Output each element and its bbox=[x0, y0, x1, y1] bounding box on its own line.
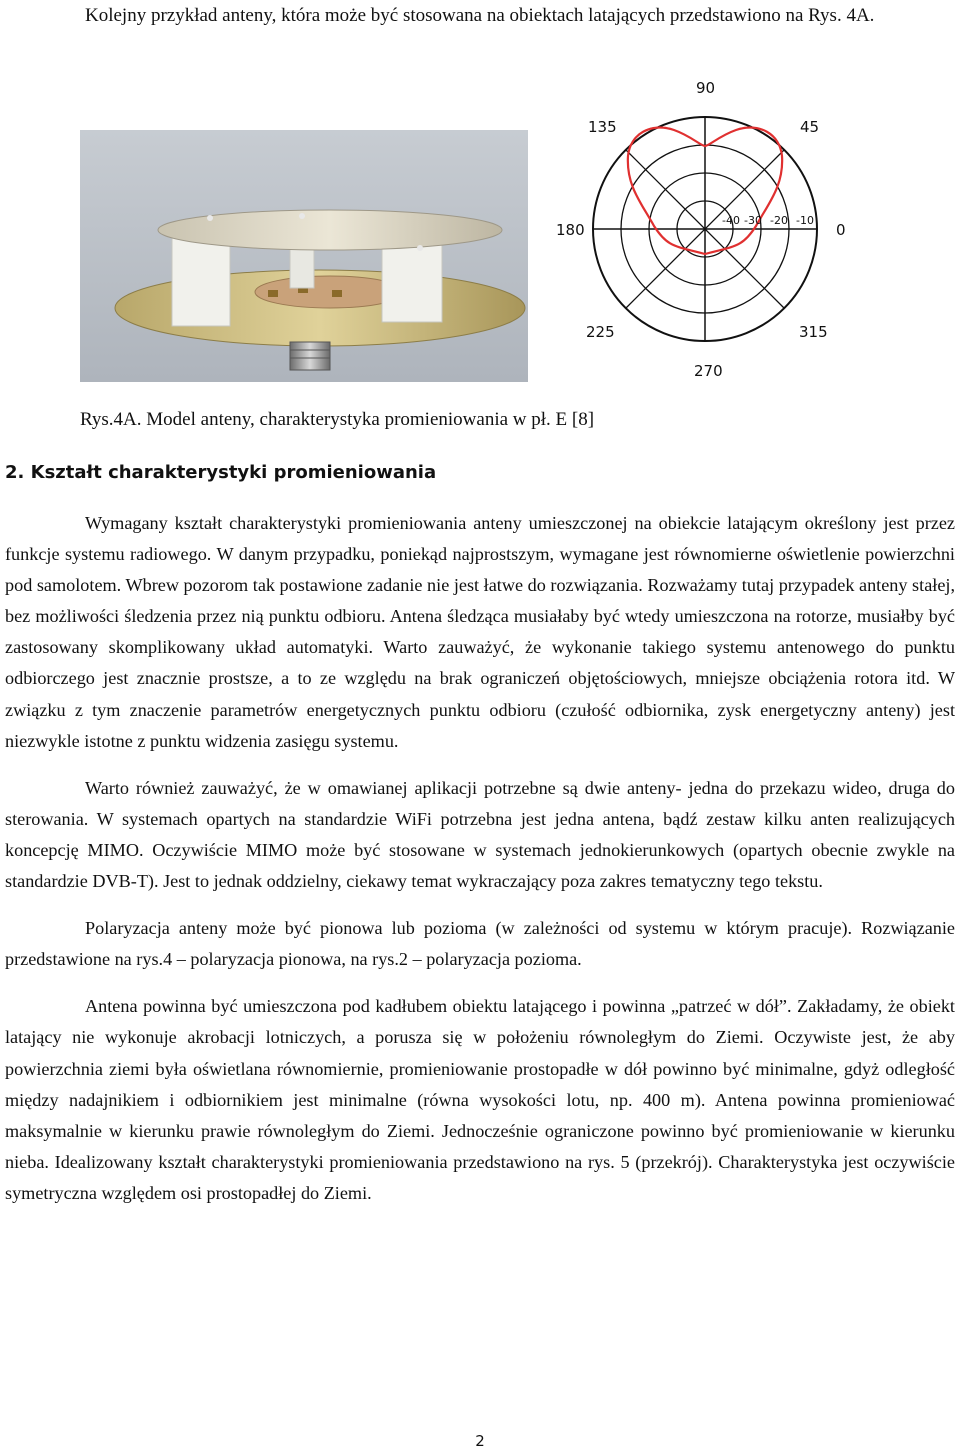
paragraph-2: Warto również zauważyć, że w omawianej aplikacji potrzebne są dwie anteny- jedna do przekazu wideo, druga do sterowania. W systemach opartych na standardzie WiFi potrzebna jest jedna antena, bądź zestaw kilku anten realizujących koncepcję MIMO. Oczywiście MIMO może być stosowane w systemach jednokierunkowych (opartych obecnie zwykle na standardzie DVB-T). Jest to jednak oddzielny, ciekawy temat wykraczający poza zakres tematyczny tego tekstu. bbox=[5, 777, 955, 892]
paragraph-1: Wymagany kształt charakterystyki promieniowania anteny umieszczonej na obiekcie latającym określony jest przez funkcje systemu radiowego. W danym przypadku, poniekąd najprostszym, wymagane jest równomierne oświetlenie powierzchni pod samolotem. Wbrew pozorom tak postawione zadanie nie jest łatwe do rozwiązania. Rozważamy tutaj przypadek anteny stałej, bez możliwości śledzenia przez nią punktu odbioru. Antena śledząca musiałaby być wtedy umieszczona na rotorze, musiałby być zastosowany skomplikowany układ automatyki. Warto zauważyć, że wykonanie takiego systemu antenowego do punktu odbiorczego jest znacznie prostsze, a to ze względu na brak ograniczeń objętościowych, mniejsze obciążenia rotora itd. W związku z tym znaczenie parametrów energetycznych punktu odbioru (czułość odbiornika, zysk energetyczny anteny) jest niezwykle istotne z punktu widzenia zasięgu systemu. bbox=[5, 513, 955, 751]
antenna-model-photo bbox=[80, 130, 528, 382]
angle-label-0: 0 bbox=[836, 221, 846, 239]
intro-paragraph: Kolejny przykład anteny, która może być stosowana na obiektach latających przedstawiono na Rys. 4A. bbox=[85, 5, 875, 26]
angle-label-45: 45 bbox=[800, 118, 820, 136]
angle-label-90: 90 bbox=[696, 79, 716, 97]
section-heading: 2. Kształt charakterystyki promieniowania bbox=[5, 462, 437, 483]
radial-label-30: -30 bbox=[744, 214, 762, 227]
radial-label-10: -10 bbox=[796, 214, 814, 227]
angle-label-315: 315 bbox=[799, 323, 828, 341]
angle-label-270: 270 bbox=[694, 362, 723, 380]
polar-grid bbox=[593, 117, 820, 341]
angle-label-135: 135 bbox=[588, 118, 617, 136]
body-text bbox=[5, 508, 955, 1225]
polar-radiation-pattern bbox=[556, 76, 854, 382]
radial-label-40: -40 bbox=[722, 214, 740, 227]
figure-caption: Rys.4A. Model anteny, charakterystyka promieniowania w pł. E [8] bbox=[80, 409, 595, 430]
paragraph-3: Polaryzacja anteny może być pionowa lub pozioma (w zależności od systemu w którym pracuje). Rozwiązanie przedstawione na rys.4 – polaryzacja pionowa, na rys.2 – polaryzacja pozioma. bbox=[5, 918, 955, 970]
angle-label-180: 180 bbox=[556, 221, 585, 239]
angle-label-225: 225 bbox=[586, 323, 615, 341]
paragraph-4: Antena powinna być umieszczona pod kadłubem obiektu latającego i powinna „patrzeć w dół”. Zakładamy, że obiekt latający nie wykonuje akrobacji lotniczych, a porusza się w położeniu równoległym do Ziemi. Oczywiste jest, że aby powierzchnia ziemi była oświetlana równomiernie, promieniowanie prostopadłe w dół powinno być minimalne, gdyż odległość między nadajnikiem i odbiornikiem jest minimalne (równa wysokości lotu, np. 400 m). Antena powinna promieniować maksymalnie w kierunku prawie równoległym do Ziemi. Jednocześnie ograniczone powinno być promieniowanie w kierunku nieba. Idealizowany kształt charakterystyki promieniowania przedstawiono na rys. 5 (przekrój). Charakterystyka jest oczywiście symetryczna względem osi prostopadłej do Ziemi. bbox=[5, 996, 955, 1203]
page-number: 2 bbox=[475, 1432, 485, 1450]
radial-label-20: -20 bbox=[770, 214, 788, 227]
